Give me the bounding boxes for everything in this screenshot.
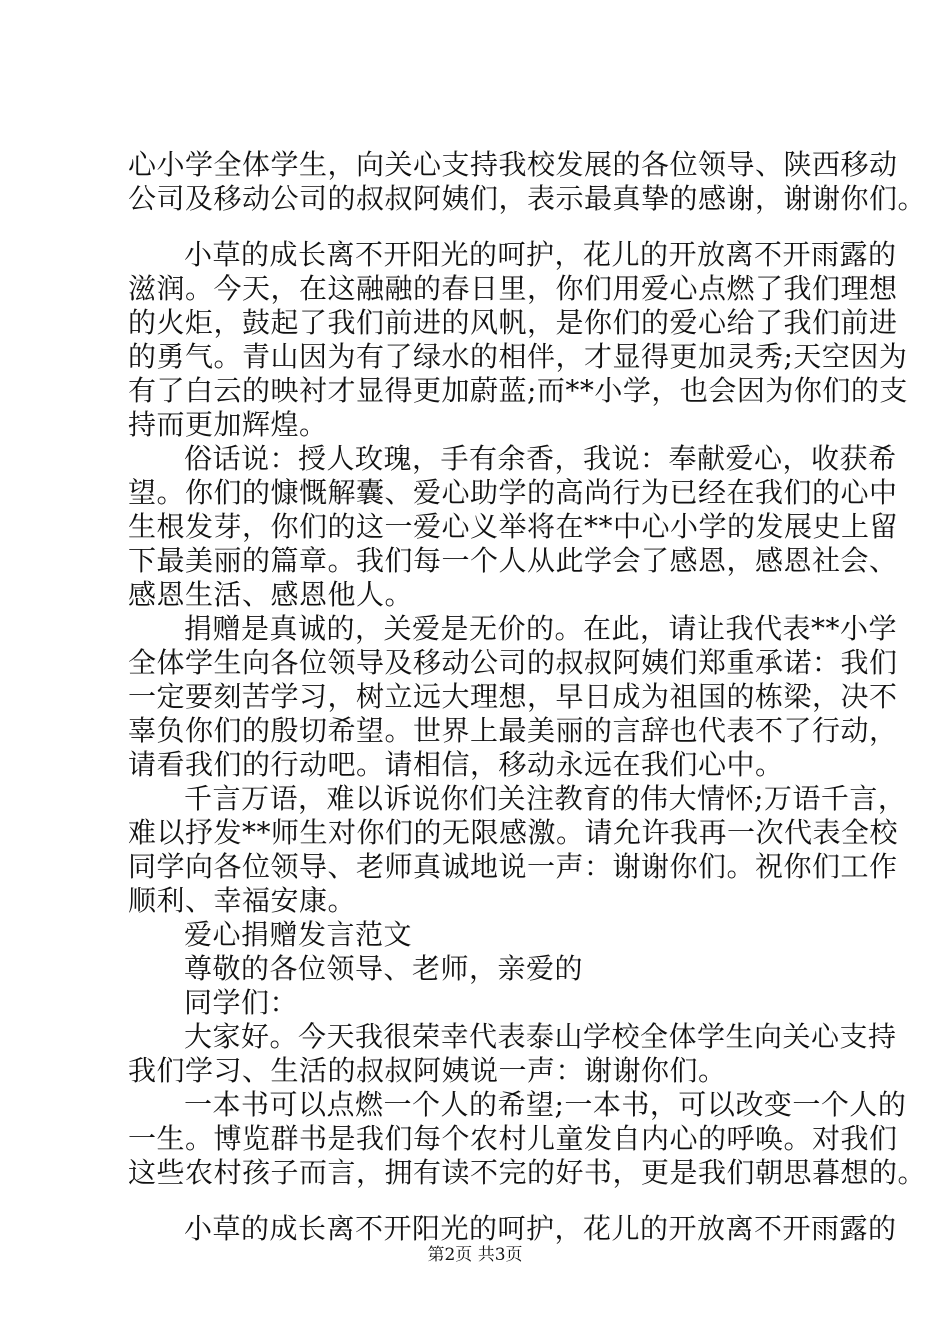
text-line: 滋润。今天，在这融融的春日里，你们用爱心点燃了我们理想: [128, 272, 898, 305]
text-line: 心小学全体学生，向关心支持我校发展的各位领导、陕西移动: [128, 148, 898, 181]
text-line: 同学向各位领导、老师真诚地说一声：谢谢你们。祝你们工作: [128, 850, 898, 883]
text-line: 大家好。今天我很荣幸代表泰山学校全体学生向关心支持: [184, 1020, 897, 1053]
text-line: 同学们：: [184, 986, 299, 1019]
text-line: 一定要刻苦学习，树立远大理想，早日成为祖国的栋梁，决不: [128, 680, 898, 713]
text-line: 捐赠是真诚的，关爱是无价的。在此，请让我代表**小学: [184, 612, 898, 645]
text-line: 望。你们的慷慨解囊、爱心助学的高尚行为已经在我们的心中: [128, 476, 898, 509]
text-line: 请看我们的行动吧。请相信，移动永远在我们心中。: [128, 748, 784, 781]
text-line: 有了白云的映衬才显得更加蔚蓝;而**小学，也会因为你们的支: [128, 374, 908, 407]
text-line: 公司及移动公司的叔叔阿姨们，表示最真挚的感谢，谢谢你们。: [128, 182, 927, 215]
text-line: 这些农村孩子而言，拥有读不完的好书，更是我们朝思暮想的。: [128, 1156, 927, 1189]
text-line: 感恩生活、感恩他人。: [128, 578, 414, 611]
text-line: 下最美丽的篇章。我们每一个人从此学会了感恩，感恩社会、: [128, 544, 898, 577]
text-line: 难以抒发**师生对你们的无限感激。请允许我再一次代表全校: [128, 816, 899, 849]
text-line: 辜负你们的殷切希望。世界上最美丽的言辞也代表不了行动，: [128, 714, 898, 747]
text-line: 一本书可以点燃一个人的希望;一本书，可以改变一个人的: [184, 1088, 907, 1121]
text-line: 我们学习、生活的叔叔阿姨说一声：谢谢你们。: [128, 1054, 727, 1087]
text-line: 小草的成长离不开阳光的呵护，花儿的开放离不开雨露的: [184, 1212, 897, 1245]
text-line: 尊敬的各位领导、老师，亲爱的: [184, 952, 584, 985]
text-line: 的勇气。青山因为有了绿水的相伴，才显得更加灵秀;天空因为: [128, 340, 908, 373]
text-line: 生根发芽，你们的这一爱心义举将在**中心小学的发展史上留: [128, 510, 899, 543]
text-line: 持而更加辉煌。: [128, 408, 328, 441]
text-line: 全体学生向各位领导及移动公司的叔叔阿姨们郑重承诺：我们: [128, 646, 898, 679]
text-line: 小草的成长离不开阳光的呵护，花儿的开放离不开雨露的: [184, 238, 897, 271]
page-footer: 第2页 共3页: [427, 1245, 523, 1265]
text-line: 千言万语，难以诉说你们关注教育的伟大情怀;万语千言，: [184, 782, 907, 815]
text-line: 一生。博览群书是我们每个农村儿童发自内心的呼唤。对我们: [128, 1122, 898, 1155]
text-line: 俗话说：授人玫瑰，手有余香，我说：奉献爱心，收获希: [184, 442, 897, 475]
section-heading: 爱心捐赠发言范文: [184, 918, 413, 951]
text-line: 的火炬，鼓起了我们前进的风帆，是你们的爱心给了我们前进: [128, 306, 898, 339]
text-line: 顺利、幸福安康。: [128, 884, 357, 917]
